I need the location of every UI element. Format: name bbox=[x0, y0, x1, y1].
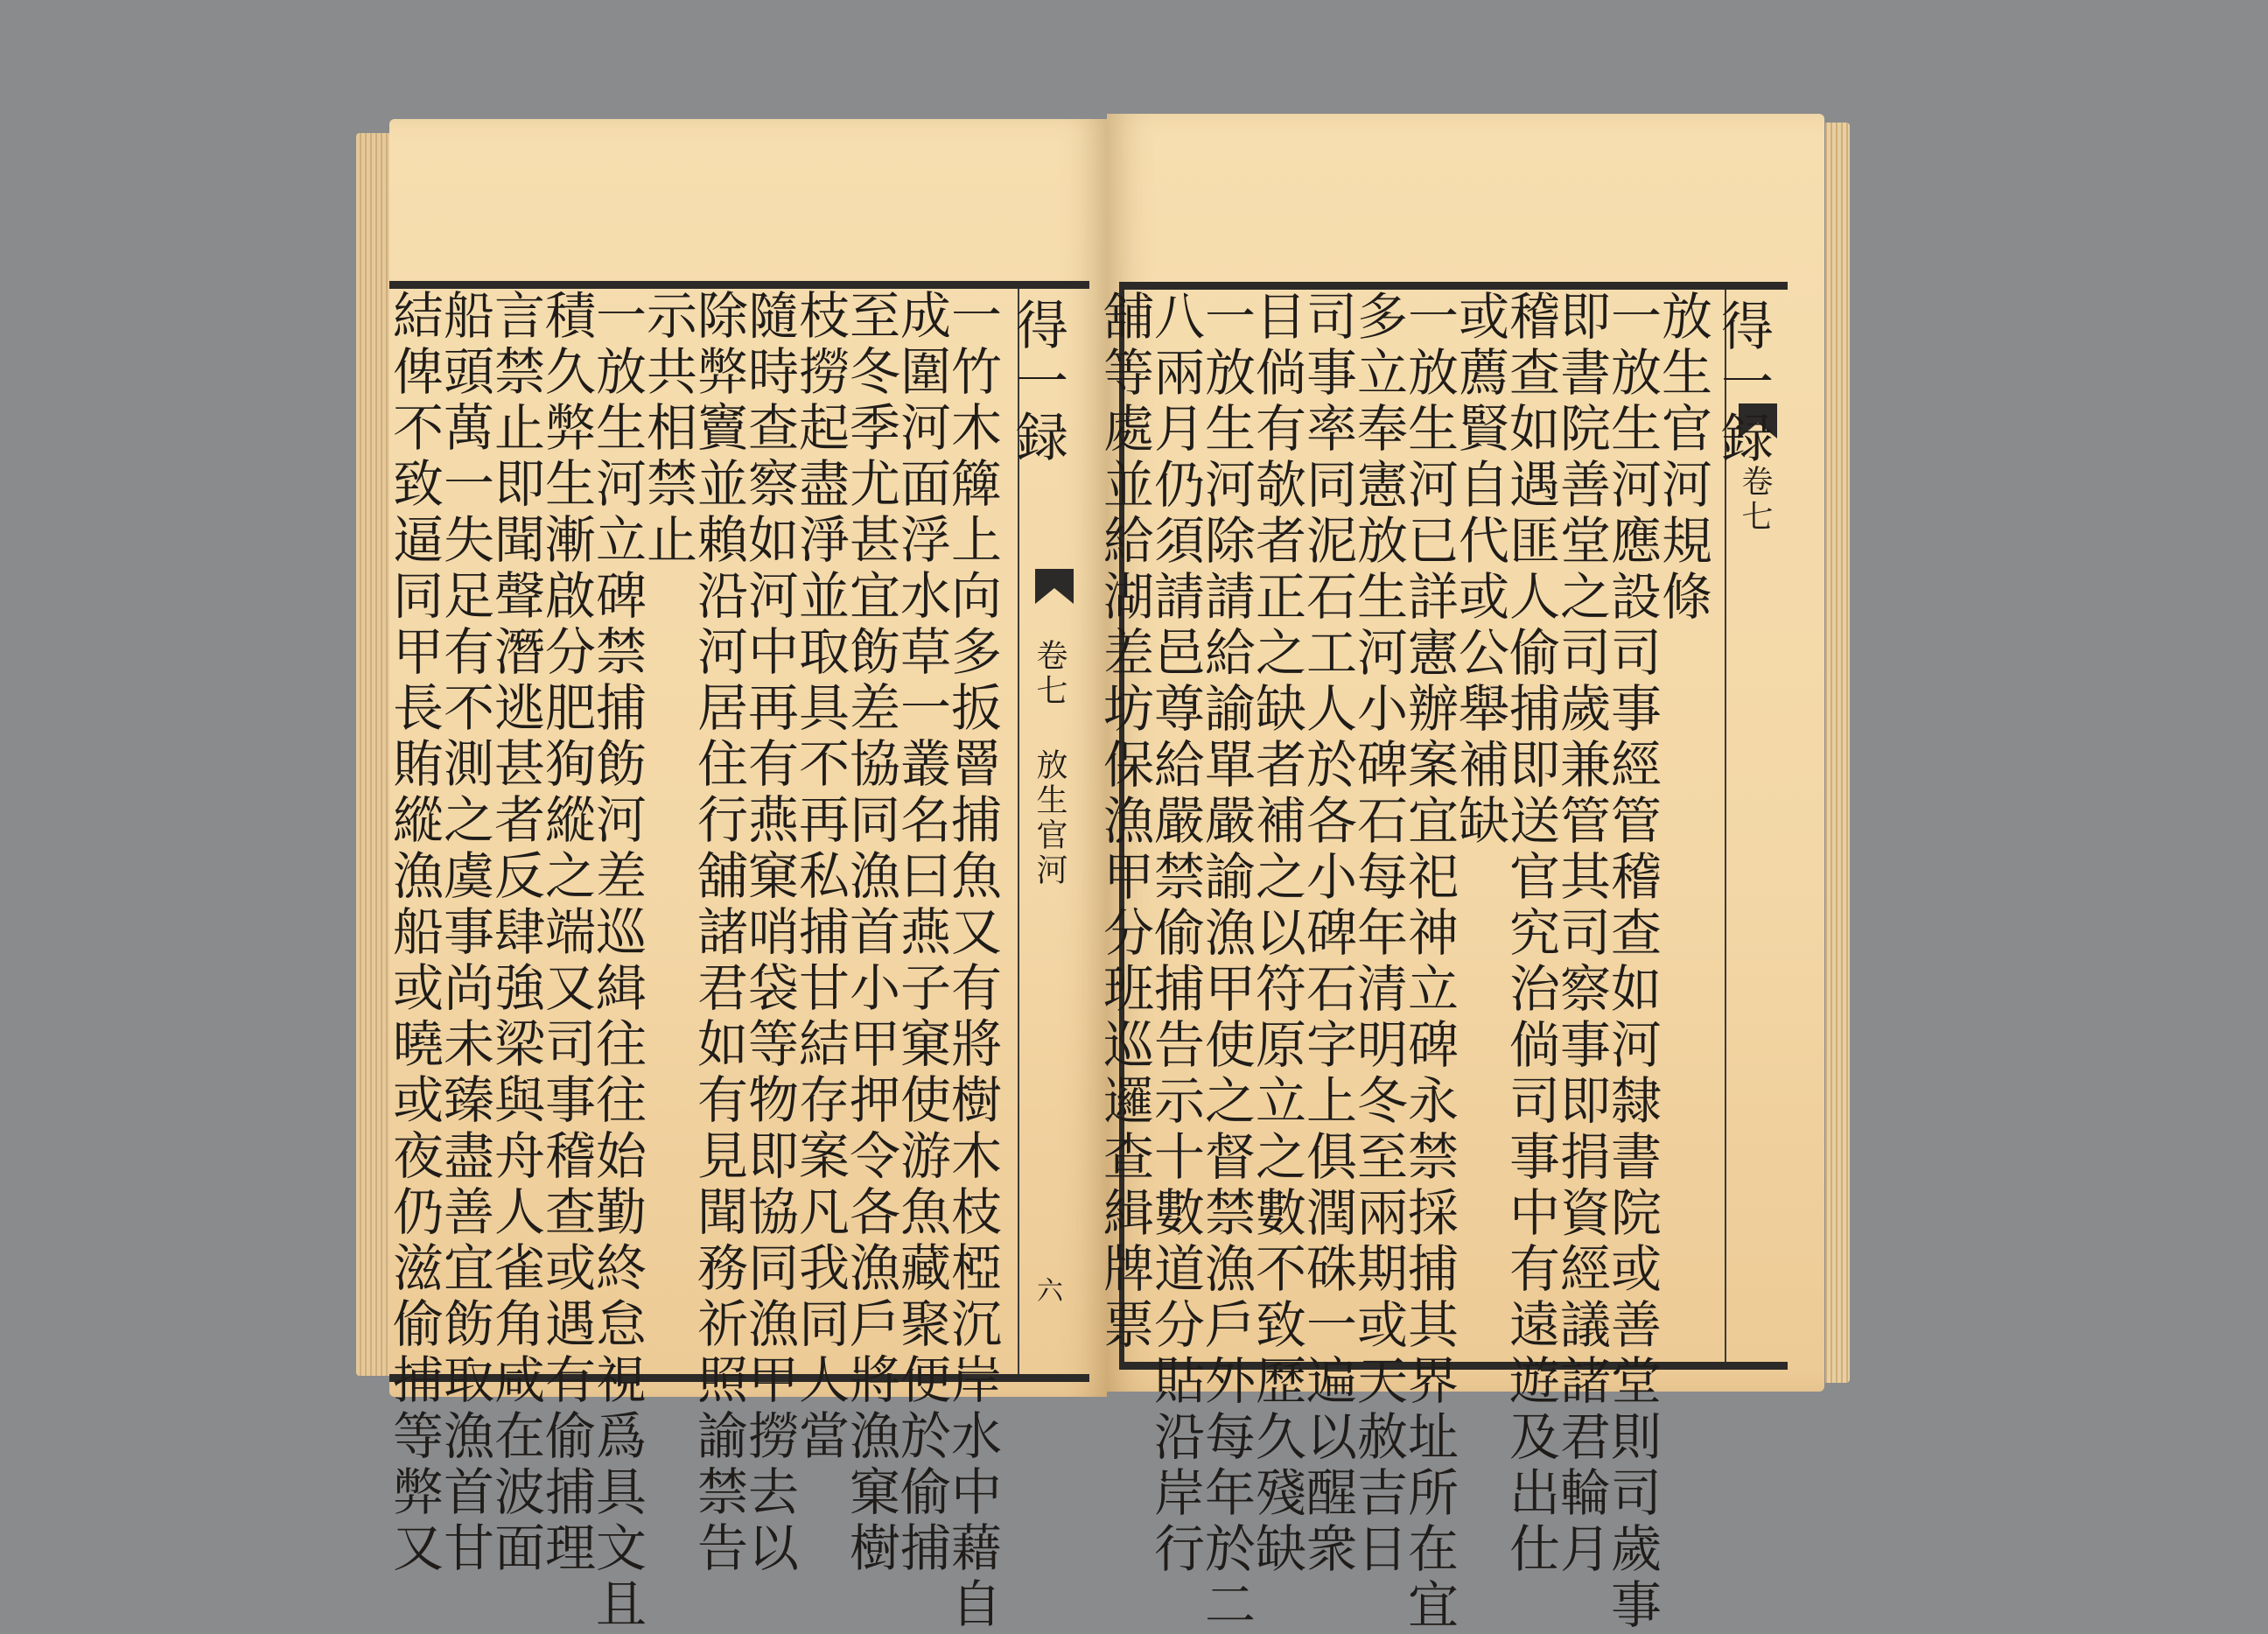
left-page bbox=[384, 119, 1107, 1633]
right-page bbox=[1095, 114, 1824, 1634]
text-column: 言禁止即聞聲潛逃甚者反肆強梁與舟人雀角咸在波面 bbox=[486, 289, 545, 1577]
text-column: 或薦賢自代或公舉補缺 bbox=[1450, 290, 1509, 850]
left-margin-title: 得一録 bbox=[1007, 298, 1068, 466]
text-column: 積久弊生漸啟分肥狥縱之端又司事稽查或遇有偷捕理 bbox=[536, 289, 596, 1577]
open-book bbox=[346, 114, 1855, 1634]
text-column: 八兩月仍須請邑尊給嚴禁偷捕告示十數道分貼沿岸行 bbox=[1145, 290, 1205, 1578]
text-column: 舖等處並給湖差坊保漁甲分班巡邏查緝牌票 bbox=[1095, 290, 1154, 1354]
text-column: 一放生河應設司事經管稽查如河隸書院或善堂則司歲事 bbox=[1602, 290, 1662, 1634]
text-column: 司事率同泥石工人於各小碑石字上俱潤硃一遍以醒衆 bbox=[1298, 290, 1357, 1578]
text-column: 除弊竇並賴沿河居住行舖諸君如有見聞務祈照諭禁告 bbox=[689, 289, 748, 1577]
left-page-frame bbox=[384, 281, 1089, 1633]
text-column: 船頭萬一失足有不測之虞事尚未臻盡善宜飭取漁首甘 bbox=[435, 289, 494, 1577]
text-column: 即書院善堂之司歲兼管其司察事即捐資經議諸君輪月 bbox=[1551, 290, 1611, 1578]
right-page-frame bbox=[1095, 282, 1788, 1634]
right-margin-title: 得一録 bbox=[1712, 298, 1774, 466]
text-column: 示共相禁止 bbox=[638, 289, 697, 569]
fishtail-ornament bbox=[1035, 569, 1074, 604]
right-margin-chapter: 卷七 bbox=[1737, 465, 1773, 535]
text-column: 稽查如遇匪人偷捕即送官究治倘司事中有遠遊及出仕 bbox=[1501, 290, 1560, 1578]
text-column: 多立奉憲放生河小碑石每年清明冬至兩期或天赦吉日 bbox=[1348, 290, 1408, 1578]
left-margin-chapter: 卷七 放生官河 bbox=[1032, 639, 1068, 888]
text-column: 一放生河立碑禁捕飭河差巡緝往往始勤終怠視爲具文且 bbox=[587, 289, 647, 1633]
text-column: 成圍河面浮水草一叢名曰燕子窠使游魚藏聚便於偷捕 bbox=[892, 289, 951, 1577]
right-page-edges bbox=[1825, 123, 1850, 1383]
text-column: 至冬季尤甚宜飭差協同漁首小甲押令各漁戶將漁窠樹 bbox=[841, 289, 900, 1577]
text-column: 枝撈起盡淨並取具不再私捕甘結存案凡我同人當 bbox=[790, 289, 850, 1465]
left-folio-number: 六 bbox=[1037, 1276, 1063, 1307]
text-column: 一竹木簰上向多扳罾捕魚又有將樹木枝椏沉岸水中藉自 bbox=[942, 289, 1002, 1633]
text-column: 結俾不致逼同甲長賄縱漁船或曉或夜仍滋偷捕等弊又 bbox=[384, 289, 444, 1577]
text-column: 目倘有欹者正之缺者補之以符原立之數不致歷久殘缺 bbox=[1247, 290, 1306, 1578]
text-column: 一放生河已詳憲辦案宜祀神立碑永禁採捕其界址所在宜 bbox=[1399, 290, 1459, 1634]
text-column: 一放生河除請給諭單嚴諭漁甲使之督禁漁戶外每年於二 bbox=[1196, 290, 1256, 1634]
section-heading: 放生官河規條 bbox=[1653, 290, 1712, 626]
text-column: 隨時查察如河中再有燕窠哨袋等物即協同漁甲撈去以 bbox=[739, 289, 799, 1577]
